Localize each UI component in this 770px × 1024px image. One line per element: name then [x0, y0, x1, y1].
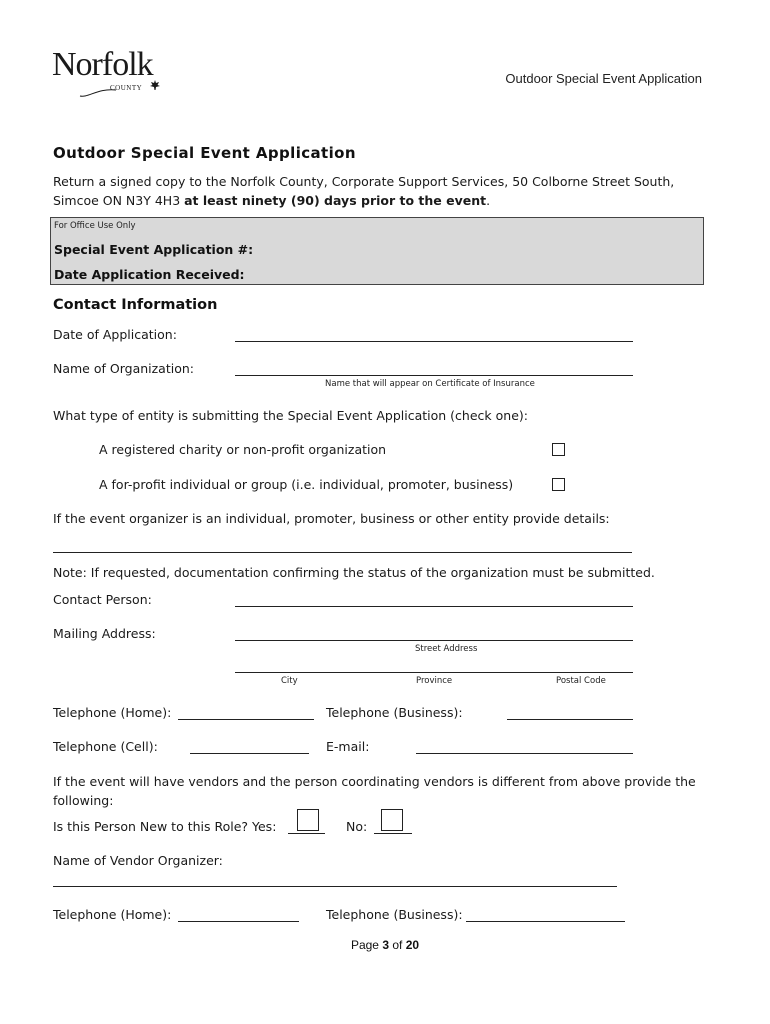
office-use-label: For Office Use Only — [54, 221, 136, 231]
date-of-application-label: Date of Application: — [53, 327, 177, 342]
norfolk-county-logo — [52, 48, 162, 104]
telephone-home-label: Telephone (Home): — [53, 705, 172, 720]
mailing-address-label: Mailing Address: — [53, 626, 156, 641]
new-role-no-underline — [374, 833, 412, 834]
new-role-no-checkbox[interactable] — [381, 809, 403, 831]
telephone-home-field[interactable] — [178, 719, 314, 720]
option-forprofit-checkbox[interactable] — [552, 478, 565, 491]
application-number-label: Special Event Application #: — [54, 242, 254, 257]
telephone-business-label: Telephone (Business): — [326, 705, 463, 720]
option-charity-checkbox[interactable] — [552, 443, 565, 456]
logo-subtitle: COUNTY — [110, 84, 143, 92]
vendor-telephone-business-field[interactable] — [466, 921, 625, 922]
entity-question: What type of entity is submitting the Special Event Application (check one): — [53, 408, 528, 423]
new-role-question: Is this Person New to this Role? Yes: — [53, 819, 277, 834]
intro-line-2 — [53, 193, 490, 208]
page-prefix: Page — [350, 938, 383, 952]
new-role-yes-underline — [288, 833, 325, 834]
new-role-no-label: No: — [346, 819, 368, 834]
page-total: 20 — [405, 938, 420, 952]
vendor-organizer-label: Name of Vendor Organizer: — [53, 853, 223, 868]
vendor-telephone-home-field[interactable] — [178, 921, 299, 922]
date-received-label: Date Application Received: — [54, 267, 245, 282]
date-of-application-field[interactable] — [235, 341, 633, 342]
page-of: of — [389, 938, 406, 952]
vendor-organizer-field[interactable] — [53, 886, 617, 887]
page-current: 3 — [382, 938, 389, 952]
header-doc-title: Outdoor Special Event Application — [505, 71, 702, 86]
organization-name-field[interactable] — [235, 375, 633, 376]
intro-line-1: Return a signed copy to the Norfolk County, Corporate Support Services, 50 Colborne Street South, — [53, 174, 675, 189]
email-label: E-mail: — [326, 739, 370, 754]
page-title: Outdoor Special Event Application — [53, 144, 356, 162]
telephone-cell-field[interactable] — [190, 753, 309, 754]
logo-swash — [78, 86, 118, 98]
city-province-postal-field[interactable] — [235, 672, 633, 673]
contact-person-field[interactable] — [235, 606, 633, 607]
new-role-yes-checkbox[interactable] — [297, 809, 319, 831]
email-field[interactable] — [416, 753, 633, 754]
contact-person-label: Contact Person: — [53, 592, 152, 607]
intro-deadline: at least ninety (90) days prior to the event — [184, 193, 487, 208]
street-address-field[interactable] — [235, 640, 633, 641]
city-hint: City — [281, 676, 298, 686]
intro-plain: Simcoe ON N3Y 4H3 — [53, 193, 185, 208]
organizer-details-label: If the event organizer is an individual, promoter, business or other entity provide details: — [53, 511, 610, 526]
telephone-cell-label: Telephone (Cell): — [53, 739, 158, 754]
logo-wordmark: Norfolk — [52, 46, 153, 83]
organization-name-label: Name of Organization: — [53, 361, 194, 376]
vendor-telephone-business-label: Telephone (Business): — [326, 907, 463, 922]
intro-end: . — [486, 193, 491, 208]
postal-code-hint: Postal Code — [556, 676, 606, 686]
page-number — [0, 938, 770, 952]
telephone-business-field[interactable] — [507, 719, 633, 720]
vendor-intro-line-1: If the event will have vendors and the person coordinating vendors is different from above provide the — [53, 774, 696, 789]
option-charity-label: A registered charity or non-profit organization — [99, 442, 387, 457]
vendor-intro-line-2: following: — [53, 793, 114, 808]
organization-name-hint: Name that will appear on Certificate of Insurance — [325, 379, 535, 389]
office-use-box — [50, 217, 704, 285]
organizer-details-field[interactable] — [53, 552, 632, 553]
province-hint: Province — [416, 676, 453, 686]
vendor-telephone-home-label: Telephone (Home): — [53, 907, 172, 922]
contact-heading: Contact Information — [53, 297, 218, 313]
option-forprofit-label: A for-profit individual or group (i.e. individual, promoter, business) — [99, 477, 514, 492]
maple-leaf-icon — [150, 80, 160, 90]
street-address-hint: Street Address — [415, 644, 478, 654]
documentation-note: Note: If requested, documentation confirming the status of the organization must be submitted. — [53, 565, 655, 580]
